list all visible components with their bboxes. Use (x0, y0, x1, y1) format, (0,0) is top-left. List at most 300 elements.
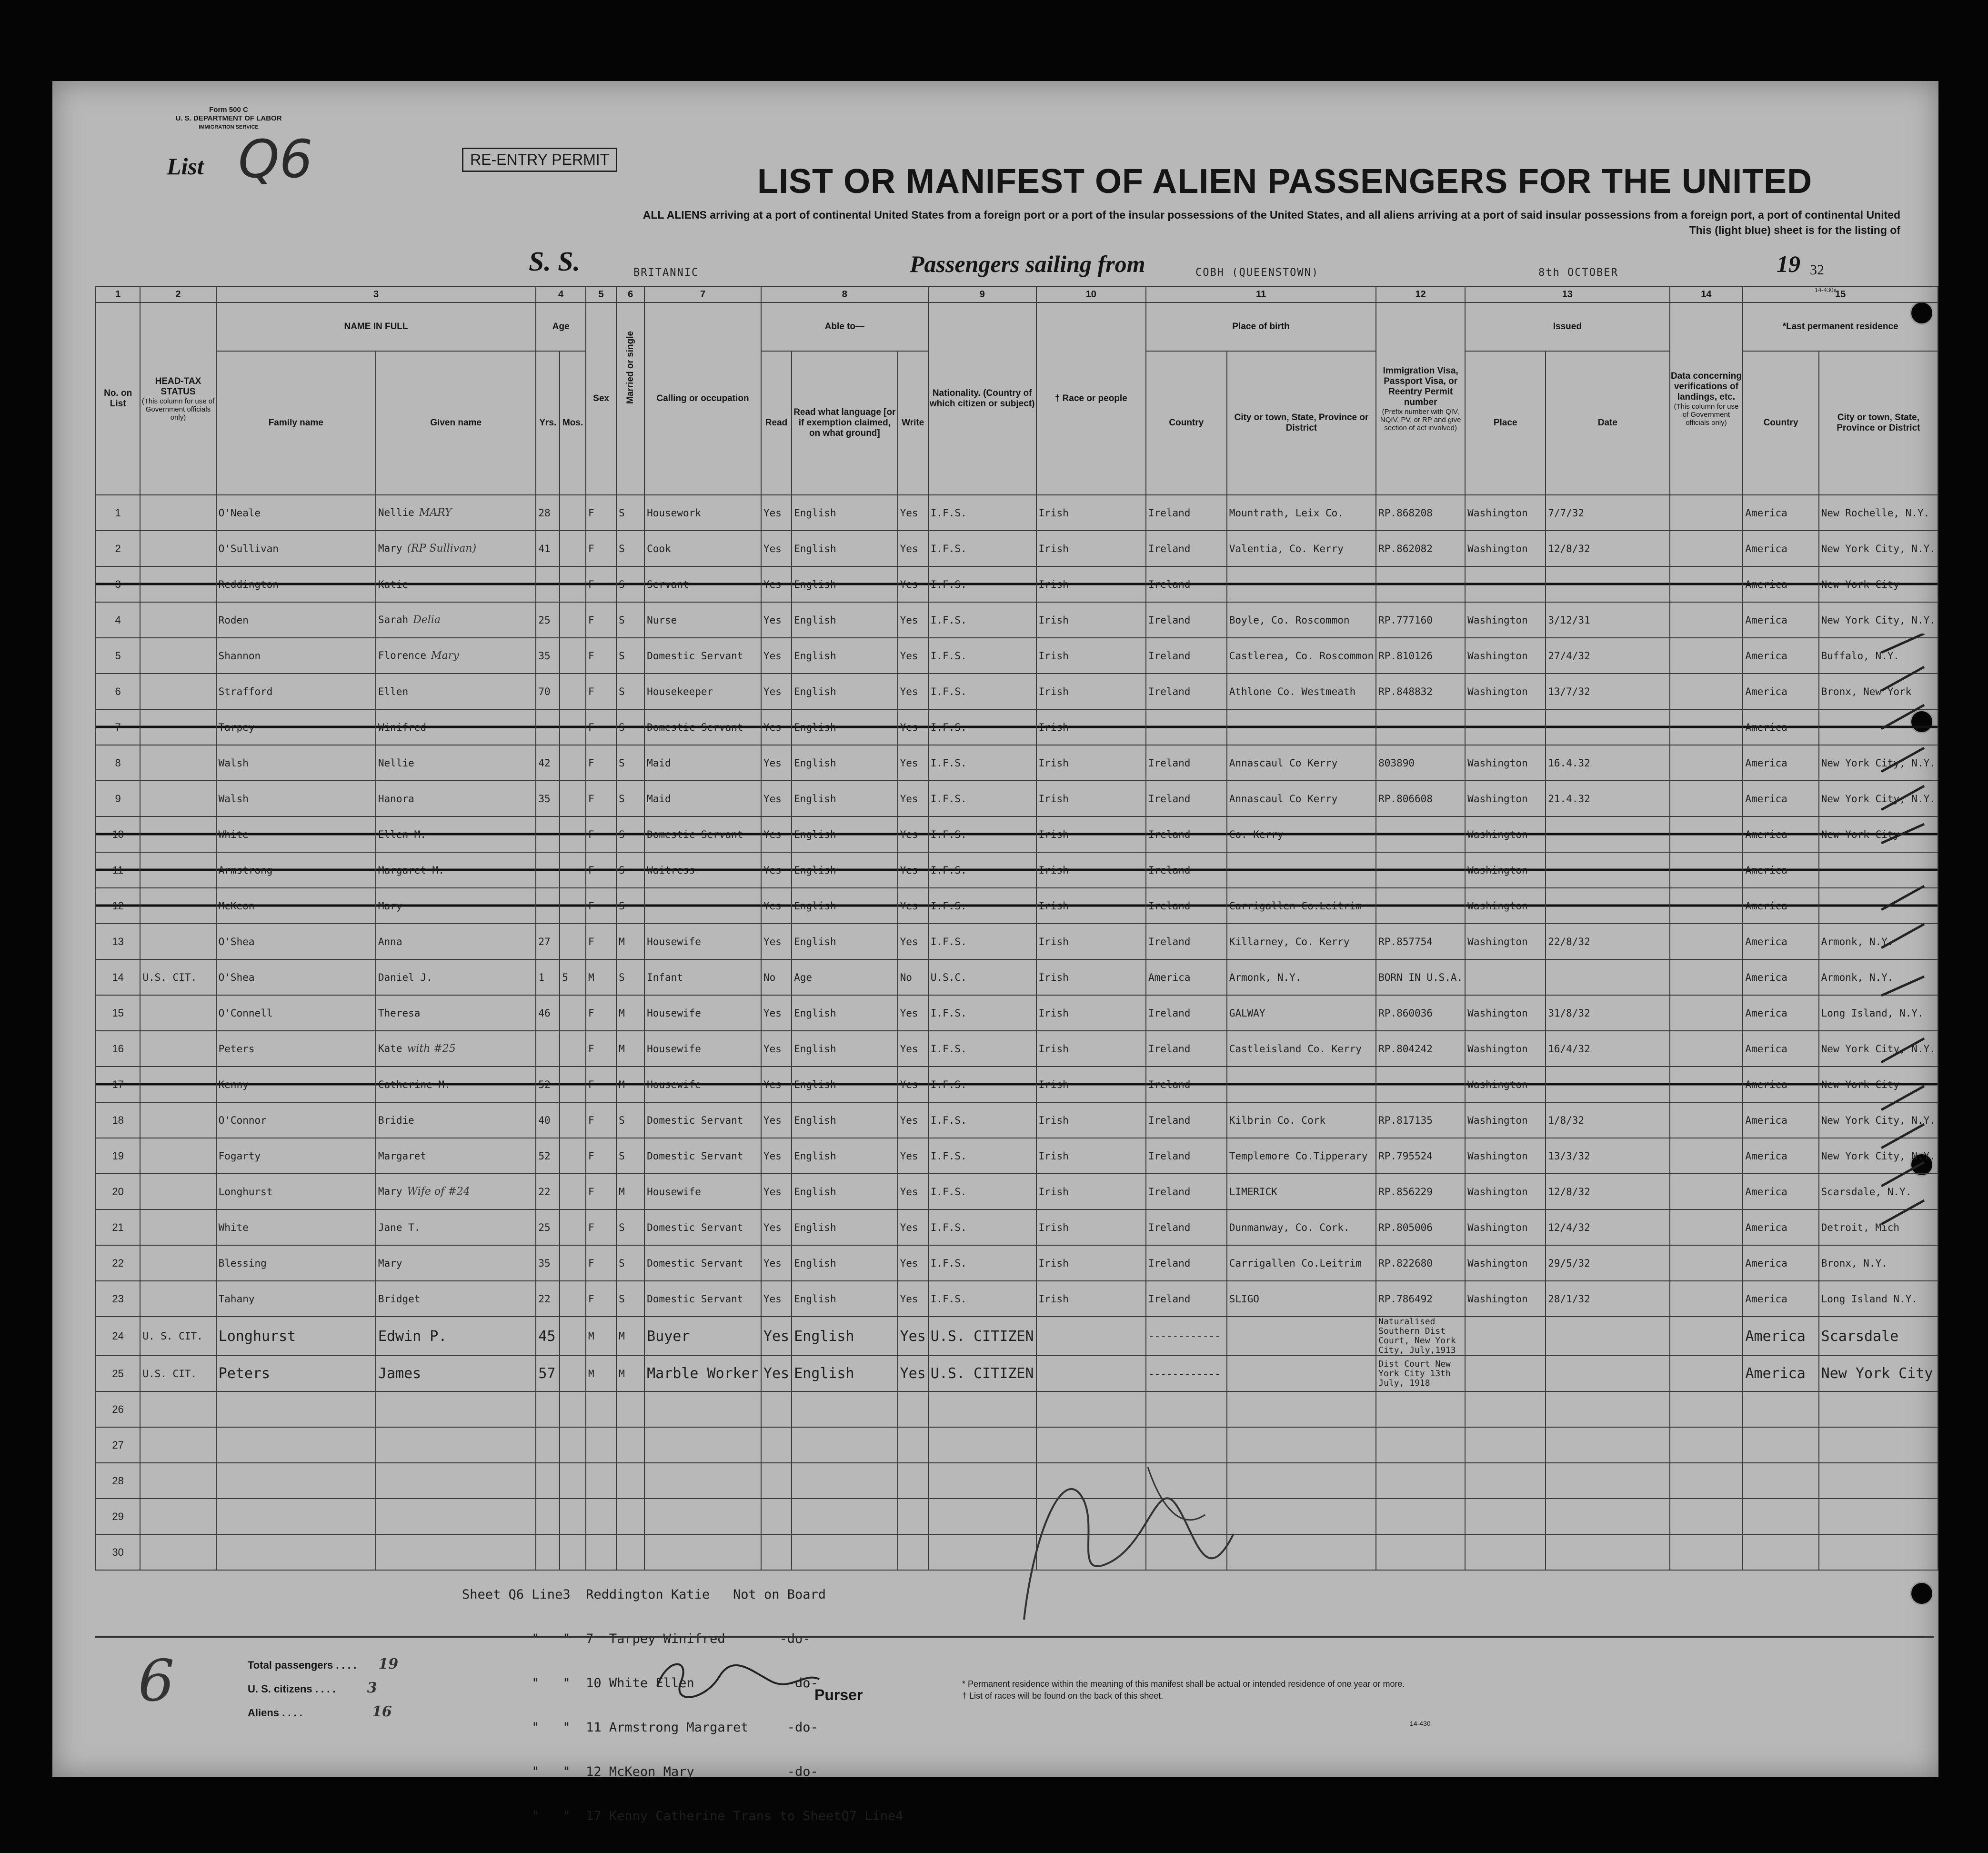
sex-cell (586, 1499, 616, 1534)
visa-number-cell (1376, 852, 1465, 888)
residence-city-cell: New York City, N.Y. (1819, 745, 1938, 781)
visa-number-cell: RP.822680 (1376, 1245, 1465, 1281)
residence-city-cell: New Rochelle, N.Y. (1819, 495, 1938, 531)
passenger-row (96, 1281, 1938, 1317)
passenger-row (96, 995, 1938, 1031)
issued-place-cell (1465, 709, 1546, 745)
residence-city-cell: New York City, N.Y. (1819, 781, 1938, 816)
handwritten-annotation: with #25 (407, 1043, 456, 1055)
col-num: 2 (140, 286, 216, 302)
manifest-body (96, 495, 1938, 1570)
race-cell (1036, 1317, 1146, 1356)
occupation-cell: Domestic Servant (644, 1102, 761, 1138)
age-months-cell (560, 1499, 586, 1534)
age-months-cell (560, 1209, 586, 1245)
note-line: " " 11 Armstrong Margaret -do- (462, 1720, 818, 1735)
nationality-cell: I.F.S. (928, 1209, 1036, 1245)
birth-country-cell: Ireland (1146, 745, 1227, 781)
issued-date-cell (1546, 1317, 1669, 1356)
issued-date-cell (1546, 852, 1669, 888)
passenger-row (96, 852, 1938, 888)
age-months-cell (560, 709, 586, 745)
issued-date-cell: 31/8/32 (1546, 995, 1669, 1031)
birth-city-cell (1227, 709, 1376, 745)
passenger-row (96, 674, 1938, 709)
given-name-cell: Mary (376, 888, 536, 924)
issued-place-cell: Washington (1465, 531, 1546, 566)
given-name-cell: Jane T. (376, 1209, 536, 1245)
residence-city-cell: Scarsdale (1819, 1317, 1938, 1356)
read-cell: Yes (761, 1209, 792, 1245)
header-birth-city: City or town, State, Province or District (1227, 351, 1376, 495)
birth-city-cell: Kilbrin Co. Cork (1227, 1102, 1376, 1138)
language-cell: English (792, 1209, 897, 1245)
header-age: Age (536, 302, 586, 351)
issued-date-cell: 29/5/32 (1546, 1245, 1669, 1281)
note-line: " " 12 McKeon Mary -do- (462, 1764, 818, 1779)
issued-place-cell: Washington (1465, 924, 1546, 959)
sex-cell: F (586, 1245, 616, 1281)
age-years-cell: 46 (536, 995, 560, 1031)
nationality-cell: I.F.S. (928, 816, 1036, 852)
birth-city-cell (1227, 1391, 1376, 1427)
sex-cell: M (586, 1356, 616, 1391)
given-name-cell (376, 495, 536, 531)
race-cell (1036, 1356, 1146, 1391)
row-number: 7 (96, 709, 140, 745)
birth-city-cell: Mountrath, Leix Co. (1227, 495, 1376, 531)
family-name-cell (216, 1391, 376, 1427)
race-cell (1036, 1391, 1146, 1427)
language-cell: English (792, 495, 897, 531)
sex-cell (586, 1391, 616, 1427)
head-tax-cell (140, 531, 216, 566)
race-cell: Irish (1036, 638, 1146, 674)
passenger-row (96, 1031, 1938, 1067)
head-tax-cell (140, 781, 216, 816)
age-months-cell (560, 1281, 586, 1317)
verification-cell (1670, 602, 1743, 638)
sex-cell: F (586, 674, 616, 709)
nationality-cell: I.F.S. (928, 638, 1036, 674)
row-number: 23 (96, 1281, 140, 1317)
intro-line-2: This (light blue) sheet is for the listing of (1689, 224, 1900, 236)
header-race: † Race or people (1036, 302, 1146, 495)
head-tax-cell (140, 1138, 216, 1174)
issued-date-cell (1546, 1499, 1669, 1534)
head-tax-cell (140, 1209, 216, 1245)
issued-date-cell (1546, 888, 1669, 924)
birth-country-cell: Ireland (1146, 1102, 1227, 1138)
issued-place-cell: Washington (1465, 1138, 1546, 1174)
row-number: 9 (96, 781, 140, 816)
family-name-cell: Shannon (216, 638, 376, 674)
marital-status-cell: M (616, 1067, 644, 1102)
marital-status-cell: M (616, 1031, 644, 1067)
aliens-value: 16 (372, 1703, 392, 1720)
handwritten-annotation: Mary (431, 650, 459, 662)
verification-cell (1670, 495, 1743, 531)
language-cell: English (792, 1031, 897, 1067)
head-tax-cell (140, 1427, 216, 1463)
race-cell: Irish (1036, 852, 1146, 888)
col-num: 13 (1465, 286, 1669, 302)
family-name-cell: O'Sullivan (216, 531, 376, 566)
nationality-cell: I.F.S. (928, 566, 1036, 602)
row-number: 6 (96, 674, 140, 709)
age-years-cell: 27 (536, 924, 560, 959)
family-name-cell: Blessing (216, 1245, 376, 1281)
age-years-cell (536, 1463, 560, 1499)
verification-cell (1670, 1102, 1743, 1138)
ship-name: BRITANNIC (633, 267, 699, 279)
age-months-cell (560, 1138, 586, 1174)
residence-country-cell: America (1743, 1031, 1818, 1067)
row-number: 25 (96, 1356, 140, 1391)
visa-number-cell: RP.806608 (1376, 781, 1465, 816)
issued-place-cell (1465, 1391, 1546, 1427)
write-cell (898, 1427, 928, 1463)
manifest-table (95, 286, 1938, 1571)
issued-date-cell: 13/3/32 (1546, 1138, 1669, 1174)
col-num: 6 (616, 286, 644, 302)
visa-number-cell (1376, 1067, 1465, 1102)
occupation-cell: Domestic Servant (644, 816, 761, 852)
issued-place-cell: Washington (1465, 1245, 1546, 1281)
residence-city-cell: New York City, N.Y. (1819, 1031, 1938, 1067)
header-birth-country: Country (1146, 351, 1227, 495)
read-cell: Yes (761, 1174, 792, 1209)
occupation-cell: Servant (644, 566, 761, 602)
language-cell: English (792, 745, 897, 781)
language-cell (792, 1427, 897, 1463)
header-sex: Sex (586, 302, 616, 495)
row-number: 20 (96, 1174, 140, 1209)
family-name-cell (216, 1534, 376, 1570)
row-number: 14 (96, 959, 140, 995)
family-name-cell: O'Connell (216, 995, 376, 1031)
aliens-row (248, 1701, 398, 1724)
header-issued-place: Place (1465, 351, 1546, 495)
given-name-cell: Catherine M. (376, 1067, 536, 1102)
nationality-cell (928, 1391, 1036, 1427)
sex-cell: F (586, 638, 616, 674)
given-name-cell (376, 602, 536, 638)
residence-country-cell: America (1743, 531, 1818, 566)
birth-country-cell: Ireland (1146, 674, 1227, 709)
nationality-cell: I.F.S. (928, 1102, 1036, 1138)
family-name-cell: Strafford (216, 674, 376, 709)
visa-number-cell: RP.810126 (1376, 638, 1465, 674)
verification-cell (1670, 1499, 1743, 1534)
sex-cell: M (586, 959, 616, 995)
sex-cell: F (586, 531, 616, 566)
issued-place-cell: Washington (1465, 745, 1546, 781)
us-citizens-label: U. S. citizens . . . . (248, 1683, 336, 1695)
read-cell: Yes (761, 566, 792, 602)
birth-city-cell: Co. Kerry (1227, 816, 1376, 852)
head-tax-title: HEAD-TAX STATUS (155, 376, 201, 397)
residence-city-cell: New York City (1819, 1356, 1938, 1391)
sex-cell (586, 1427, 616, 1463)
passenger-row (96, 781, 1938, 816)
passenger-row (96, 1356, 1938, 1391)
head-tax-cell (140, 888, 216, 924)
header-place-of-birth: Place of birth (1146, 302, 1376, 351)
issued-place-cell: Washington (1465, 1174, 1546, 1209)
birth-country-cell: ------------ (1146, 1356, 1227, 1391)
birth-city-cell: Annascaul Co Kerry (1227, 745, 1376, 781)
issued-date-cell (1546, 1391, 1669, 1427)
read-cell: Yes (761, 1067, 792, 1102)
verification-cell (1670, 924, 1743, 959)
occupation-cell: Domestic Servant (644, 1281, 761, 1317)
issued-date-cell (1546, 959, 1669, 995)
given-name-text: Mary (378, 543, 402, 554)
age-years-cell: 40 (536, 1102, 560, 1138)
verification-cell (1670, 1391, 1743, 1427)
language-cell: English (792, 566, 897, 602)
residence-city-cell: New York City (1819, 566, 1938, 602)
nationality-cell: I.F.S. (928, 495, 1036, 531)
verif-note: (This column for use of Government officials only) (1674, 402, 1739, 427)
head-tax-cell (140, 816, 216, 852)
total-passengers-row (248, 1653, 398, 1677)
read-cell: Yes (761, 674, 792, 709)
nationality-cell: I.F.S. (928, 531, 1036, 566)
sailing-label: Passengers sailing from (910, 251, 1145, 277)
form-header (157, 106, 300, 131)
birth-country-cell: Ireland (1146, 924, 1227, 959)
verification-cell (1670, 674, 1743, 709)
marital-status-cell (616, 1463, 644, 1499)
col-num: 1 (96, 286, 140, 302)
language-cell: English (792, 531, 897, 566)
col-num: 15 (1743, 286, 1938, 302)
issued-place-cell: Washington (1465, 888, 1546, 924)
write-cell: Yes (898, 531, 928, 566)
birth-city-cell: Castlerea, Co. Roscommon (1227, 638, 1376, 674)
race-cell: Irish (1036, 602, 1146, 638)
read-cell: Yes (761, 888, 792, 924)
race-cell: Irish (1036, 495, 1146, 531)
age-years-cell: 70 (536, 674, 560, 709)
row-number: 26 (96, 1391, 140, 1427)
language-cell: English (792, 1174, 897, 1209)
family-name-cell: Kenny (216, 1067, 376, 1102)
sex-cell: F (586, 924, 616, 959)
family-name-cell: McKeon (216, 888, 376, 924)
passenger-row (96, 888, 1938, 924)
occupation-cell (644, 1391, 761, 1427)
issued-date-cell: 12/8/32 (1546, 1174, 1669, 1209)
handwritten-annotation: Delia (413, 614, 441, 626)
family-name-cell: Roden (216, 602, 376, 638)
passenger-row (96, 1067, 1938, 1102)
residence-country-cell (1743, 1391, 1818, 1427)
footnote-residence: * Permanent residence within the meaning of this manifest shall be actual or intended residence of one year or more. (962, 1679, 1405, 1689)
given-name-cell (376, 1391, 536, 1427)
verification-cell (1670, 1209, 1743, 1245)
visa-number-cell (1376, 709, 1465, 745)
header-nationality: Nationality. (Country of which citizen or subject) (928, 302, 1036, 495)
marital-status-cell: S (616, 888, 644, 924)
language-cell (792, 1499, 897, 1534)
occupation-cell: Domestic Servant (644, 1138, 761, 1174)
head-tax-cell (140, 638, 216, 674)
write-cell: Yes (898, 1245, 928, 1281)
issued-date-cell: 27/4/32 (1546, 638, 1669, 674)
sex-cell: F (586, 495, 616, 531)
issued-date-cell: 13/7/32 (1546, 674, 1669, 709)
nationality-cell: I.F.S. (928, 888, 1036, 924)
birth-city-cell (1227, 1067, 1376, 1102)
age-months-cell (560, 888, 586, 924)
language-cell: English (792, 1102, 897, 1138)
residence-country-cell: America (1743, 1138, 1818, 1174)
year-suffix: 32 (1810, 262, 1824, 278)
language-cell: English (792, 1281, 897, 1317)
race-cell: Irish (1036, 1067, 1146, 1102)
read-cell: Yes (761, 995, 792, 1031)
language-cell: English (792, 1138, 897, 1174)
visa-number-cell (1376, 1499, 1465, 1534)
residence-country-cell: America (1743, 745, 1818, 781)
family-name-cell (216, 1499, 376, 1534)
write-cell: Yes (898, 1356, 928, 1391)
family-name-cell: Peters (216, 1356, 376, 1391)
read-cell: Yes (761, 531, 792, 566)
residence-country-cell (1743, 1534, 1818, 1570)
age-months-cell (560, 1245, 586, 1281)
read-cell: Yes (761, 781, 792, 816)
residence-country-cell (1743, 1427, 1818, 1463)
birth-country-cell: Ireland (1146, 531, 1227, 566)
write-cell: Yes (898, 1209, 928, 1245)
given-name-cell: Winifred (376, 709, 536, 745)
head-tax-cell: U.S. CIT. (140, 1356, 216, 1391)
family-name-cell: Walsh (216, 781, 376, 816)
row-number: 30 (96, 1534, 140, 1570)
age-years-cell: 35 (536, 1245, 560, 1281)
race-cell: Irish (1036, 1102, 1146, 1138)
head-tax-cell (140, 1174, 216, 1209)
visa-number-cell: RP.805006 (1376, 1209, 1465, 1245)
age-years-cell: 1 (536, 959, 560, 995)
write-cell: Yes (898, 1174, 928, 1209)
residence-country-cell: America (1743, 566, 1818, 602)
issued-place-cell: Washington (1465, 781, 1546, 816)
issued-date-cell (1546, 1356, 1669, 1391)
head-tax-cell (140, 602, 216, 638)
residence-country-cell: America (1743, 852, 1818, 888)
nationality-cell: I.F.S. (928, 995, 1036, 1031)
purser-label: Purser (814, 1686, 863, 1703)
marital-status-cell (616, 1427, 644, 1463)
passenger-row (96, 1209, 1938, 1245)
marital-status-cell (616, 1499, 644, 1534)
age-years-cell (536, 566, 560, 602)
birth-country-cell: Ireland (1146, 638, 1227, 674)
residence-country-cell: America (1743, 1281, 1818, 1317)
handwritten-mark: 6 (138, 1648, 175, 1714)
age-months-cell (560, 1174, 586, 1209)
birth-city-cell: LIMERICK (1227, 1174, 1376, 1209)
write-cell: Yes (898, 1067, 928, 1102)
head-tax-cell (140, 745, 216, 781)
total-passengers-value: 19 (378, 1656, 399, 1672)
residence-city-cell: Long Island N.Y. (1819, 1281, 1938, 1317)
birth-country-cell: Ireland (1146, 816, 1227, 852)
age-years-cell: 52 (536, 1067, 560, 1102)
age-years-cell (536, 852, 560, 888)
inspector-signature (1005, 1439, 1253, 1658)
age-months-cell: 5 (560, 959, 586, 995)
verification-cell (1670, 1427, 1743, 1463)
head-tax-cell (140, 1463, 216, 1499)
row-number: 29 (96, 1499, 140, 1534)
write-cell: Yes (898, 638, 928, 674)
head-tax-cell (140, 1031, 216, 1067)
read-cell: Yes (761, 816, 792, 852)
issued-place-cell: Washington (1465, 1067, 1546, 1102)
sex-cell: F (586, 566, 616, 602)
birth-country-cell: Ireland (1146, 1281, 1227, 1317)
write-cell: Yes (898, 1317, 928, 1356)
given-name-cell: Mary (376, 1245, 536, 1281)
nationality-cell: I.F.S. (928, 709, 1036, 745)
row-number: 12 (96, 888, 140, 924)
intro-line-1: ALL ALIENS arriving at a port of continental United States from a foreign port or a port of the insular possessions of the United States, and all aliens arriving at a port of said insular possessions from a foreign port, a port of continental United (643, 209, 1900, 221)
nationality-cell: I.F.S. (928, 1174, 1036, 1209)
read-cell: Yes (761, 638, 792, 674)
row-number: 11 (96, 852, 140, 888)
form-number: Form 500 C (209, 106, 248, 114)
residence-country-cell: America (1743, 1317, 1818, 1356)
row-number: 22 (96, 1245, 140, 1281)
verification-cell (1670, 1534, 1743, 1570)
birth-country-cell: Ireland (1146, 1209, 1227, 1245)
residence-city-cell: Long Island, N.Y. (1819, 995, 1938, 1031)
birth-country-cell: ------------ (1146, 1317, 1227, 1356)
reentry-stamp: RE-ENTRY PERMIT (462, 148, 617, 172)
marital-status-cell: M (616, 995, 644, 1031)
visa-number-cell: RP.786492 (1376, 1281, 1465, 1317)
verification-cell (1670, 1067, 1743, 1102)
header-read: Read (761, 351, 792, 495)
sex-cell: F (586, 1102, 616, 1138)
sex-cell: F (586, 852, 616, 888)
write-cell: Yes (898, 709, 928, 745)
age-years-cell: 25 (536, 1209, 560, 1245)
given-name-cell (376, 1463, 536, 1499)
birth-city-cell: Carrigallen Co.Leitrim (1227, 888, 1376, 924)
family-name-cell: Longhurst (216, 1317, 376, 1356)
marital-status-cell: S (616, 959, 644, 995)
header-visa (1376, 302, 1465, 495)
language-cell: English (792, 709, 897, 745)
issued-place-cell: Washington (1465, 1209, 1546, 1245)
issued-place-cell: Washington (1465, 816, 1546, 852)
family-name-cell: O'Shea (216, 959, 376, 995)
sex-cell: F (586, 1067, 616, 1102)
birth-country-cell: Ireland (1146, 781, 1227, 816)
given-name-text: Kate (378, 1043, 402, 1054)
nationality-cell: I.F.S. (928, 781, 1036, 816)
age-months-cell (560, 781, 586, 816)
issued-place-cell: Washington (1465, 852, 1546, 888)
residence-country-cell: America (1743, 1174, 1818, 1209)
